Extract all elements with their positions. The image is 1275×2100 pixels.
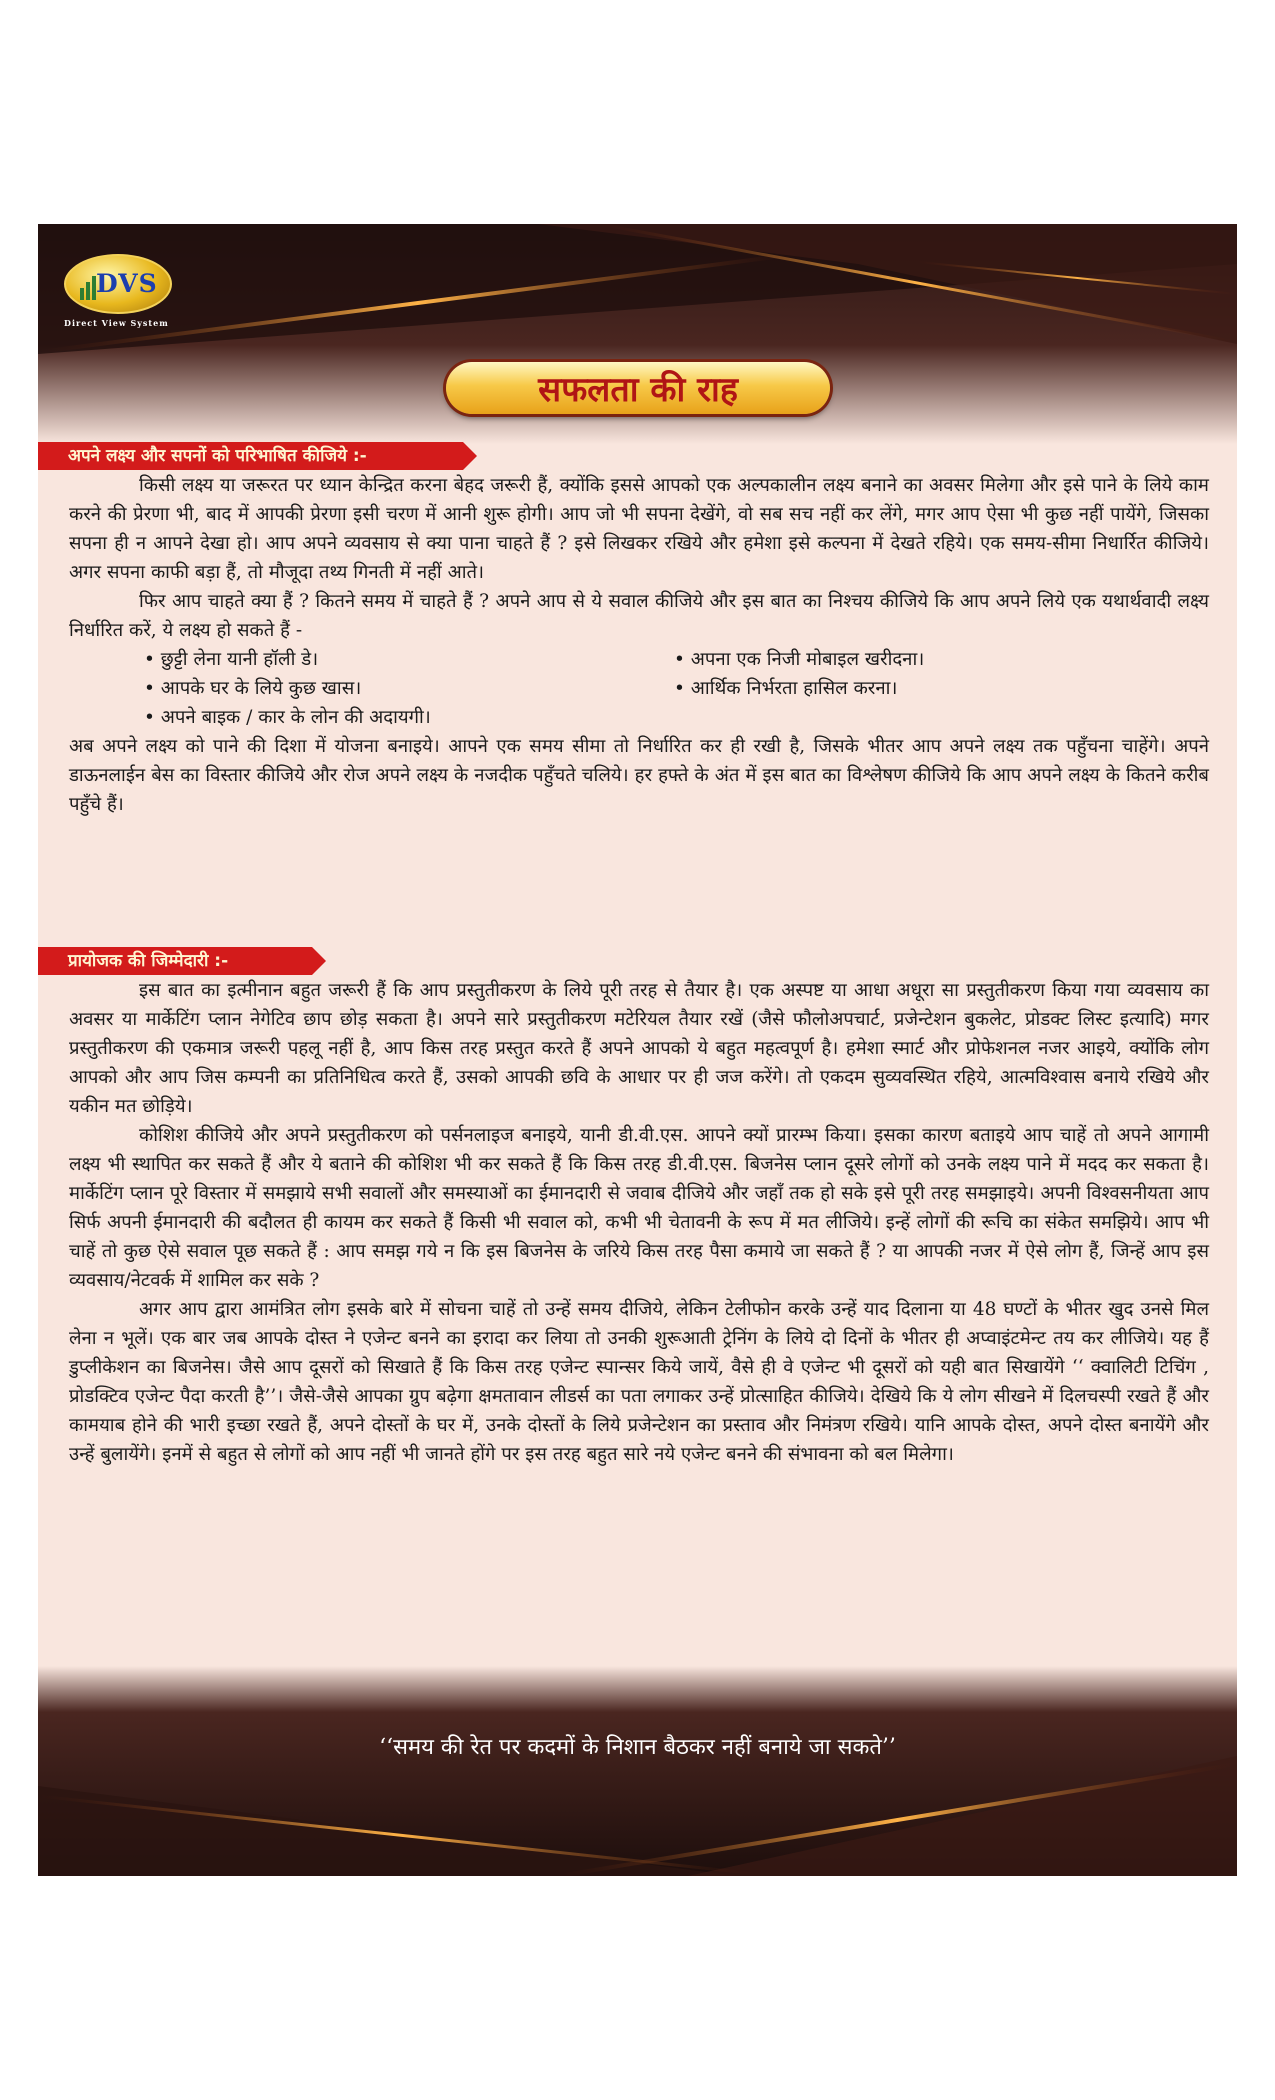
footer-background xyxy=(38,1666,1237,1876)
list-item: • आर्थिक निर्भरता हासिल करना। xyxy=(674,678,898,699)
section-body-sponsor xyxy=(69,976,1209,1469)
list-item: • आपके घर के लिये कुछ खास। xyxy=(144,678,362,699)
list-item: • अपना एक निजी मोबाइल खरीदना। xyxy=(674,649,925,670)
goal-list xyxy=(69,645,1209,732)
paragraph: कोशिश कीजिये और अपने प्रस्तुतीकरण को पर्सनलाइज बनाइये, यानी डी.वी.एस. आपने क्यों प्रारम्भ किया। इसका कारण बताइये आप चाहें तो अपने आगामी लक्ष्य भी स्थापित कर सकते हैं और ये बताने की कोशिश भी कर सकते हैं कि किस तरह डी.वी.एस. बिजनेस प्लान दूसरे लोगों को उनके लक्ष्य पाने में मदद कर सकता है। मार्केटिंग प्लान पूरे विस्तार में समझाये सभी सवालों और समस्याओं का ईमानदारी से जवाब दीजिये और जहाँ तक हो सके इसे पूरी तरह समझाइये। अपनी विश्वसनीयता आप सिर्फ अपनी ईमानदारी की बदौलत ही कायम कर सकते हैं किसी भी सवाल को, कभी भी चेतावनी के रूप में मत लीजिये। इन्हें लोगों की रूचि का संकेत समझिये। आप भी चाहें तो कुछ ऐसे सवाल पूछ सकते हैं : आप समझ गये न कि इस बिजनेस के जरिये किस तरह पैसा कमाये जा सकते हैं ? या आपकी नजर में ऐसे लोग हैं, जिन्हें आप इस व्यवसाय/नेटवर्क में शामिल कर सके ? xyxy=(69,1125,1209,1291)
paragraph: इस बात का इत्मीनान बहुत जरूरी हैं कि आप प्रस्तुतीकरण के लिये पूरी तरह से तैयार है। एक अस्पष्ट या आधा अधूरा सा प्रस्तुतीकरण किया गया व्यवसाय का अवसर या मार्केटिंग प्लान नेगेटिव छाप छोड़ सकता है। अपने सारे प्रस्तुतीकरण मटेरियल तैयार रखें (जैसे फौलोअपचार्ट, प्रजेन्टेशन बुकलेट, प्रोडक्ट लिस्ट इत्यादि) मगर प्रस्तुतीकरण की एकमात्र जरूरी पहलू नहीं है, आप किस तरह प्रस्तुत करते हैं अपने आपको ये बहुत महत्वपूर्ण है। हमेशा स्मार्ट और प्रोफेशनल नजर आइये, क्योंकि लोग आपको और आप जिस कम्पनी का प्रतिनिधित्व करते हैं, उसको आपकी छवि के आधार पर ही जज करेंगे। तो एकदम सुव्यवस्थित रहिये, आत्मविश्वास बनाये रखिये और यकीन मत छोड़िये। xyxy=(69,980,1209,1117)
list-item: • छुट्टी लेना यानी हॉली डे। xyxy=(144,649,319,670)
title-banner xyxy=(446,362,830,414)
logo-text: DVS xyxy=(96,269,158,298)
list-item: • अपने बाइक / कार के लोन की अदायगी। xyxy=(144,707,431,728)
logo-subtitle: Direct View System xyxy=(64,318,169,328)
footer-quote: ‘‘समय की रेत पर कदमों के निशान बैठकर नहीं बनाये जा सकते’’ xyxy=(379,1735,896,1760)
dvs-logo xyxy=(64,254,174,328)
paragraph: अब अपने लक्ष्य को पाने की दिशा में योजना बनाइये। आपने एक समय सीमा तो निर्धारित कर ही रखी है, जिसके भीतर आप अपने लक्ष्य तक पहुँचना चाहेंगे। अपने डाऊनलाईन बेस का विस्तार कीजिये और रोज अपने लक्ष्य के नजदीक पहुँचते चलिये। हर हफ्ते के अंत में इस बात का विश्लेषण कीजिये कि आप अपने लक्ष्य के कितने करीब पहुँचे हैं। xyxy=(69,736,1209,815)
paragraph: अगर आप द्वारा आमंत्रित लोग इसके बारे में सोचना चाहें तो उन्हें समय दीजिये, लेकिन टेलीफोन करके उन्हें याद दिलाना या 48 घण्टों के भीतर खुद उनसे मिल लेना न भूलें। एक बार जब आपके दोस्त ने एजेन्ट बनने का इरादा कर लिया तो उनकी शुरूआती ट्रेनिंग के लिये दो दिनों के भीतर ही अप्वाइंटमेन्ट तय कर लीजिये। यह हैं डुप्लीकेशन का बिजनेस। जैसे आप दूसरों को सिखाते हैं कि किस तरह एजेन्ट स्पान्सर किये जायें, वैसे ही वे एजेन्ट भी दूसरों को यही बात सिखायेंगे ‘‘ क्वालिटी टिचिंग , प्रोडक्टिव एजेन्ट पैदा करती है’’। जैसे-जैसे आपका ग्रुप बढ़ेगा क्षमतावान लीडर्स का पता लगाकर उन्हें प्रोत्साहित कीजिये। देखिये कि ये लोग सीखने में दिलचस्पी रखते हैं और कामयाब होने की भारी इच्छा रखते हैं, अपने दोस्तों के घर में, उनके दोस्तों के लिये प्रजेन्टेशन का प्रस्ताव और निमंत्रण रखिये। यानि आपके दोस्त, अपने दोस्त बनायेंगे और उन्हें बुलायेंगे। इनमें से बहुत से लोगों को आप नहीं भी जानते होंगे पर इस तरह बहुत सारे नये एजेन्ट बनने की संभावना को बल मिलेगा। xyxy=(69,1299,1209,1465)
section-heading-sponsor: प्रायोजक की जिम्मेदारी :- xyxy=(38,947,312,975)
logo-emblem xyxy=(64,254,172,314)
section-heading-goals: अपने लक्ष्य और सपनों को परिभाषित कीजिये :- xyxy=(38,442,463,470)
section-body-goals xyxy=(69,471,1209,819)
paragraph: फिर आप चाहते क्या हैं ? कितने समय में चाहते हैं ? अपने आप से ये सवाल कीजिये और इस बात का निश्चय कीजिये कि आप अपने लिये एक यथार्थवादी लक्ष्य निर्धारित करें, ये लक्ष्य हो सकते हैं - xyxy=(69,591,1209,641)
paragraph: किसी लक्ष्य या जरूरत पर ध्यान केन्द्रित करना बेहद जरूरी हैं, क्योंकि इससे आपको एक अल्पकालीन लक्ष्य बनाने का अवसर मिलेगा और इसे पाने के लिये काम करने की प्रेरणा भी, बाद में आपकी प्रेरणा इसी चरण में आनी शुरू होगी। आप जो भी सपना देखेंगे, वो सब सच नहीं कर लेंगे, मगर आप ऐसा भी कुछ नहीं पायेंगे, जिसका सपना ही न आपने देखा हो। आप अपने व्यवसाय से क्या पाना चाहते हैं ? इसे लिखकर रखिये और हमेशा इसे कल्पना में देखते रहिये। एक समय-सीमा निधार्रित कीजिये। अगर सपना काफी बड़ा हैं, तो मौजूदा तथ्य गिनती में नहीं आते। xyxy=(69,475,1209,583)
poster xyxy=(38,224,1237,1876)
page-title: सफलता की राह xyxy=(538,370,738,410)
